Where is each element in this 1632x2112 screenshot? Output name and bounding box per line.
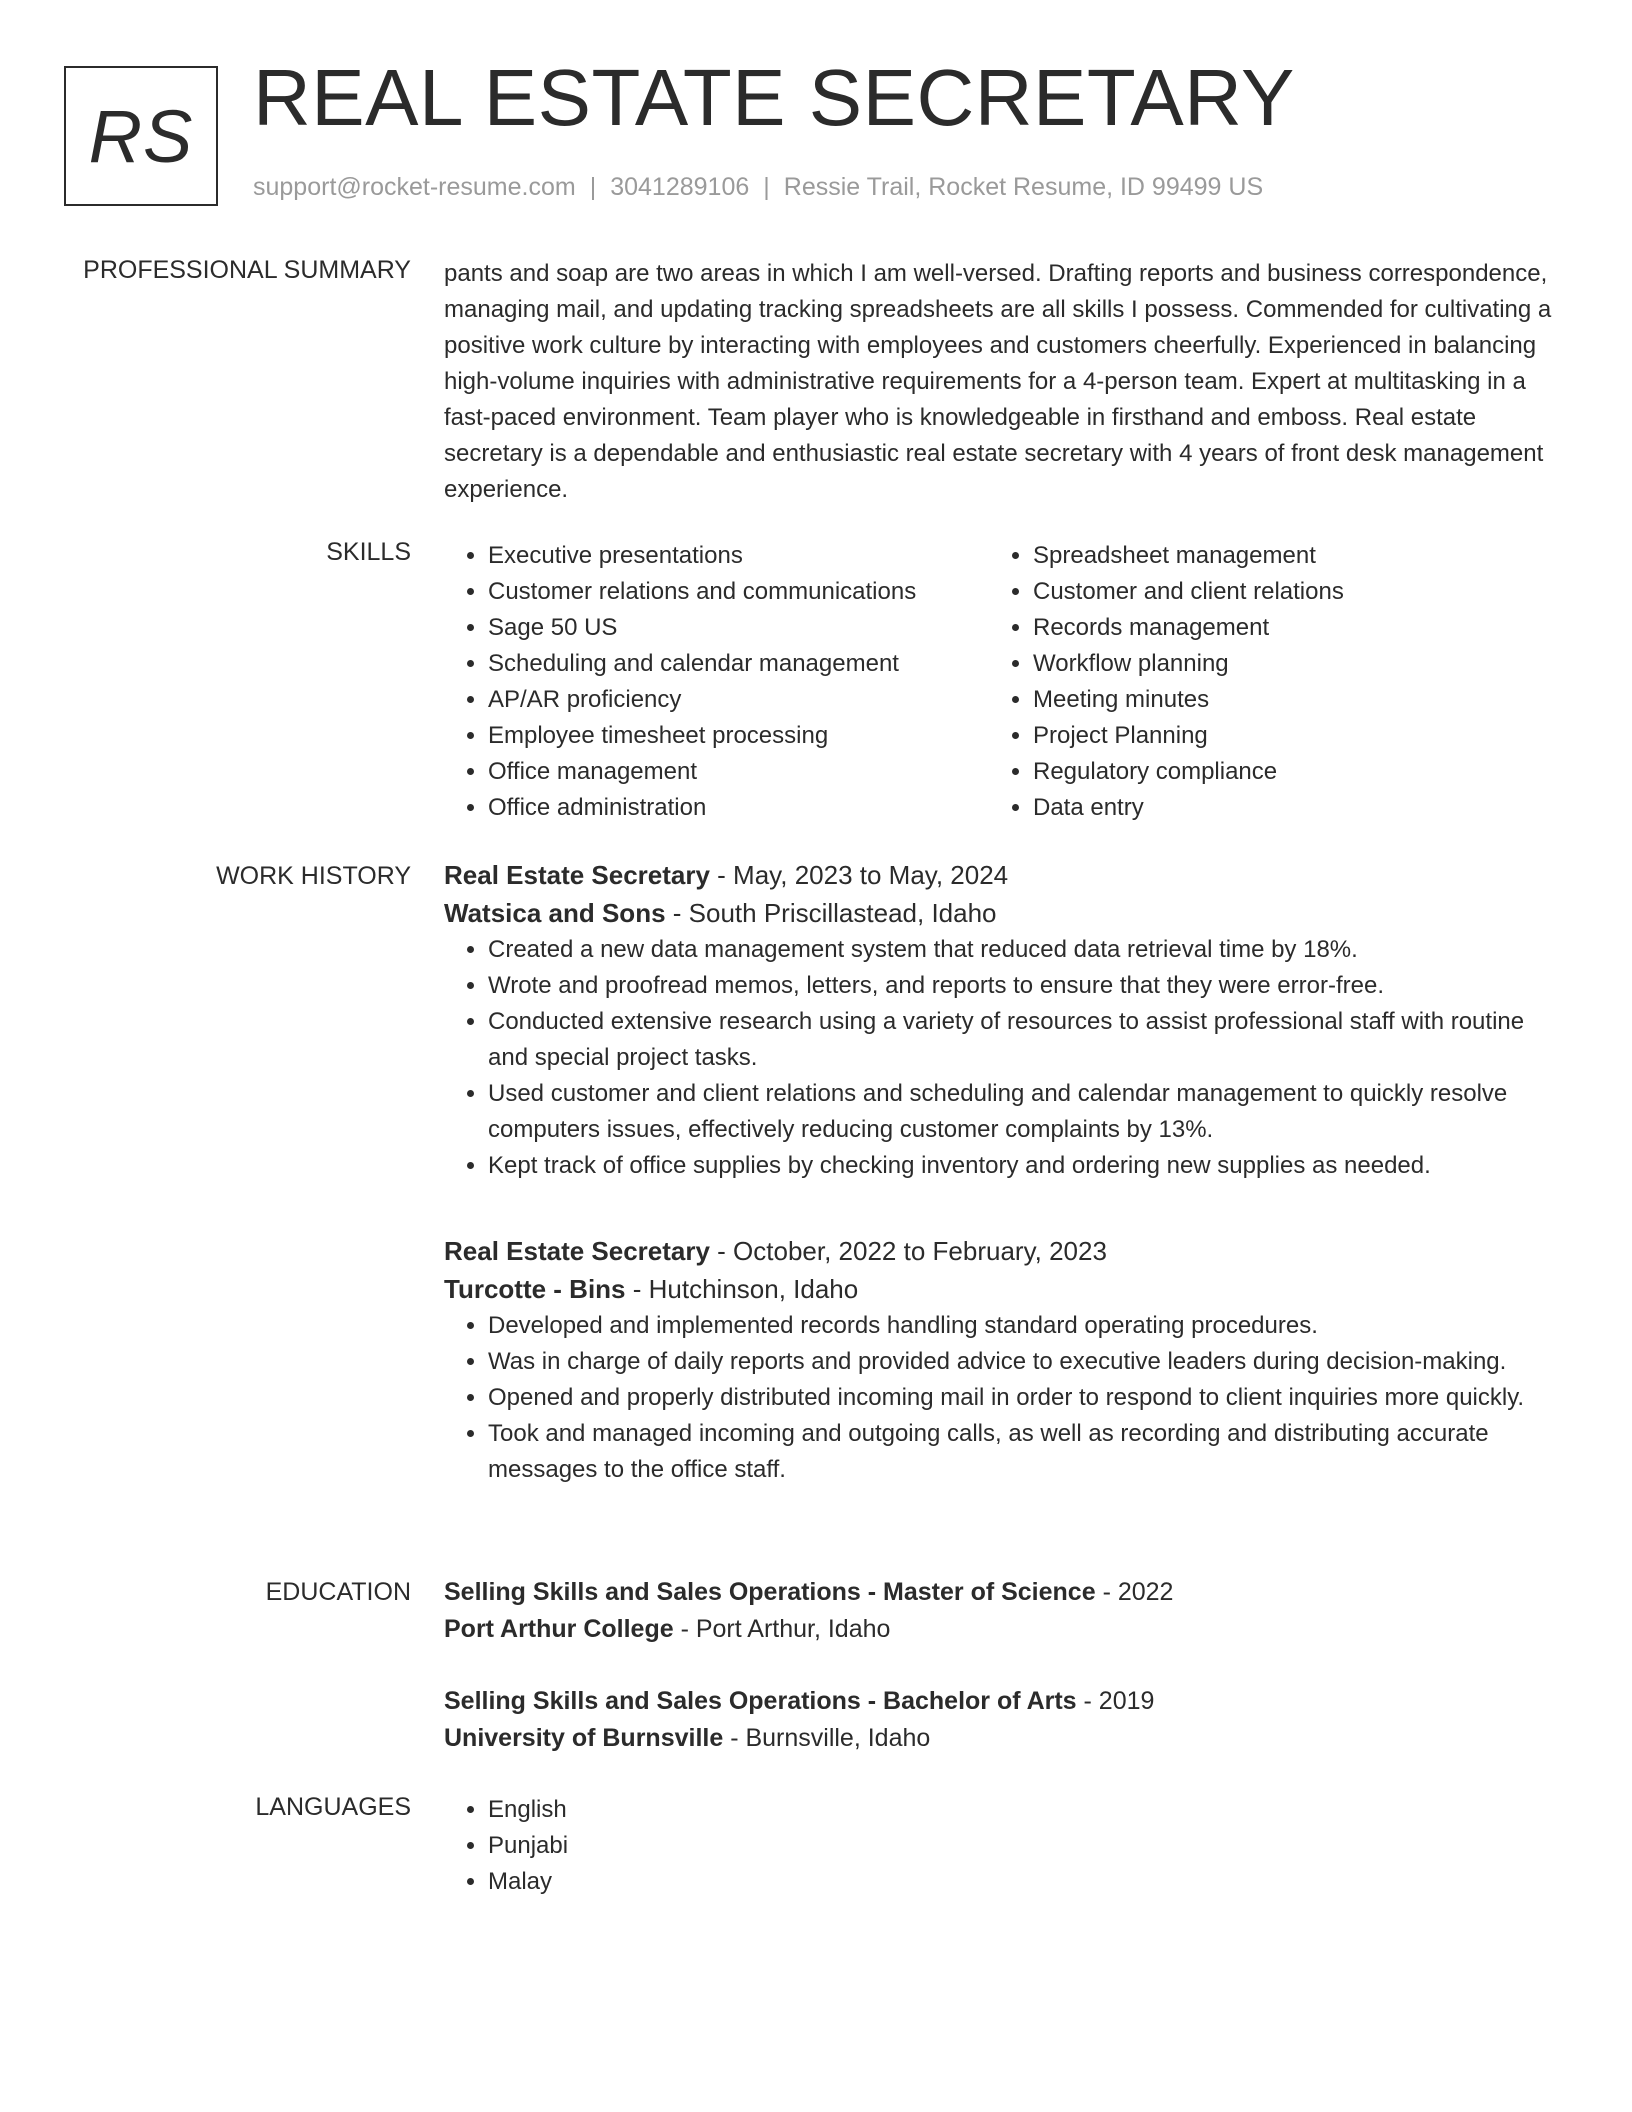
school-name: Port Arthur College [444, 1615, 674, 1643]
work-history-section [444, 856, 1552, 1184]
job-dates: - October, 2022 to February, 2023 [709, 1236, 1107, 1266]
skills-column-left [444, 538, 989, 826]
contact-separator: | [763, 173, 770, 201]
skills-section [444, 538, 1552, 826]
language-item: • Malay [488, 1864, 1552, 1900]
degree-name: Selling Skills and Sales Operations - Master of Science [444, 1578, 1096, 1606]
school-line [444, 1611, 1552, 1648]
skill-item: • Regulatory compliance [1033, 754, 1534, 790]
degree-line [444, 1683, 1552, 1720]
job-bullet: • Kept track of office supplies by checking inventory and ordering new supplies as needed. [488, 1148, 1552, 1184]
skill-item: • Meeting minutes [1033, 682, 1534, 718]
skill-item: • Office administration [488, 790, 989, 826]
degree-year: - 2022 [1095, 1578, 1174, 1606]
education-entry [444, 1574, 1552, 1648]
job-bullet: • Developed and implemented records handling standard operating procedures. [488, 1308, 1552, 1344]
phone-text[interactable]: 3041289106 [610, 173, 750, 201]
skill-item: • Customer relations and communications [488, 574, 989, 610]
skill-item: • Employee timesheet processing [488, 718, 989, 754]
skill-item: • Workflow planning [1033, 646, 1534, 682]
page-title: REAL ESTATE SECRETARY [253, 53, 1295, 142]
job-bullet: • Created a new data management system that reduced data retrieval time by 18%. [488, 932, 1552, 968]
skill-item: • Data entry [1033, 790, 1534, 826]
section-label-languages: LANGUAGES [255, 1793, 411, 1821]
job-location: - Hutchinson, Idaho [625, 1274, 859, 1304]
job-bullet: • Conducted extensive research using a variety of resources to assist professional staff with routine and special project tasks. [488, 1004, 1552, 1076]
education-entry [444, 1683, 1552, 1757]
job-entry [444, 1232, 1552, 1488]
work-history-section-2 [444, 1232, 1552, 1488]
skill-item: • Project Planning [1033, 718, 1534, 754]
skill-item: • Records management [1033, 610, 1534, 646]
summary-section [444, 256, 1552, 508]
skill-item: • Office management [488, 754, 989, 790]
job-entry [444, 856, 1552, 1184]
job-dates: - May, 2023 to May, 2024 [709, 860, 1009, 890]
job-title-line [444, 856, 1552, 894]
address-text: Ressie Trail, Rocket Resume, ID 99499 US [783, 173, 1264, 201]
job-bullet: • Used customer and client relations and scheduling and calendar management to quickly resolve computers issues, effectively reducing customer complaints by 13%. [488, 1076, 1552, 1148]
skill-item: • Spreadsheet management [1033, 538, 1534, 574]
job-bullet: • Took and managed incoming and outgoing calls, as well as recording and distributing accurate messages to the office staff. [488, 1416, 1552, 1488]
job-bullet: • Opened and properly distributed incoming mail in order to respond to client inquiries more quickly. [488, 1380, 1552, 1416]
job-company: Watsica and Sons [444, 898, 666, 928]
summary-text: pants and soap are two areas in which I am well-versed. Drafting reports and business correspondence, managing mail, and updating tracking spreadsheets are all skills I possess. Commended for cultivating a positive work culture by interacting with employees and customers cheerfully. Experienced in balancing high-volume inquiries with administrative requirements for a 4-person team. Expert at multitasking in a fast-paced environment. Team player who is knowledgeable in firsthand and emboss. Real estate secretary is a dependable and enthusiastic real estate secretary with 4 years of front desk management experience. [444, 260, 1552, 503]
school-line [444, 1720, 1552, 1757]
job-title: Real Estate Secretary [444, 1236, 710, 1266]
section-label-education: EDUCATION [265, 1578, 411, 1606]
job-bullet: • Was in charge of daily reports and provided advice to executive leaders during decision-making. [488, 1344, 1552, 1380]
degree-name: Selling Skills and Sales Operations - Bachelor of Arts [444, 1687, 1077, 1715]
languages-section [444, 1792, 1552, 1900]
section-label-work-history: WORK HISTORY [216, 862, 411, 890]
skill-item: • Sage 50 US [488, 610, 989, 646]
language-item: • English [488, 1792, 1552, 1828]
contact-line [253, 173, 1263, 202]
school-location: - Port Arthur, Idaho [673, 1615, 891, 1643]
skill-item: • Customer and client relations [1033, 574, 1534, 610]
skill-item: • AP/AR proficiency [488, 682, 989, 718]
contact-separator: | [589, 173, 597, 201]
job-company-line [444, 894, 1552, 932]
section-label-summary: PROFESSIONAL SUMMARY [83, 256, 411, 284]
job-bullet: • Wrote and proofread memos, letters, and reports to ensure that they were error-free. [488, 968, 1552, 1004]
job-company: Turcotte - Bins [444, 1274, 626, 1304]
email-text[interactable]: support@rocket-resume.com [253, 173, 576, 201]
skill-item: • Executive presentations [488, 538, 989, 574]
skill-item: • Scheduling and calendar management [488, 646, 989, 682]
degree-year: - 2019 [1076, 1687, 1155, 1715]
degree-line [444, 1574, 1552, 1611]
section-label-skills: SKILLS [326, 538, 411, 566]
job-title-line [444, 1232, 1552, 1270]
skills-column-right [989, 538, 1534, 826]
school-location: - Burnsville, Idaho [723, 1724, 931, 1752]
school-name: University of Burnsville [444, 1724, 724, 1752]
monogram-logo: RS [64, 66, 218, 206]
job-title: Real Estate Secretary [444, 860, 710, 890]
language-item: • Punjabi [488, 1828, 1552, 1864]
job-company-line [444, 1270, 1552, 1308]
job-location: - South Priscillastead, Idaho [665, 898, 997, 928]
